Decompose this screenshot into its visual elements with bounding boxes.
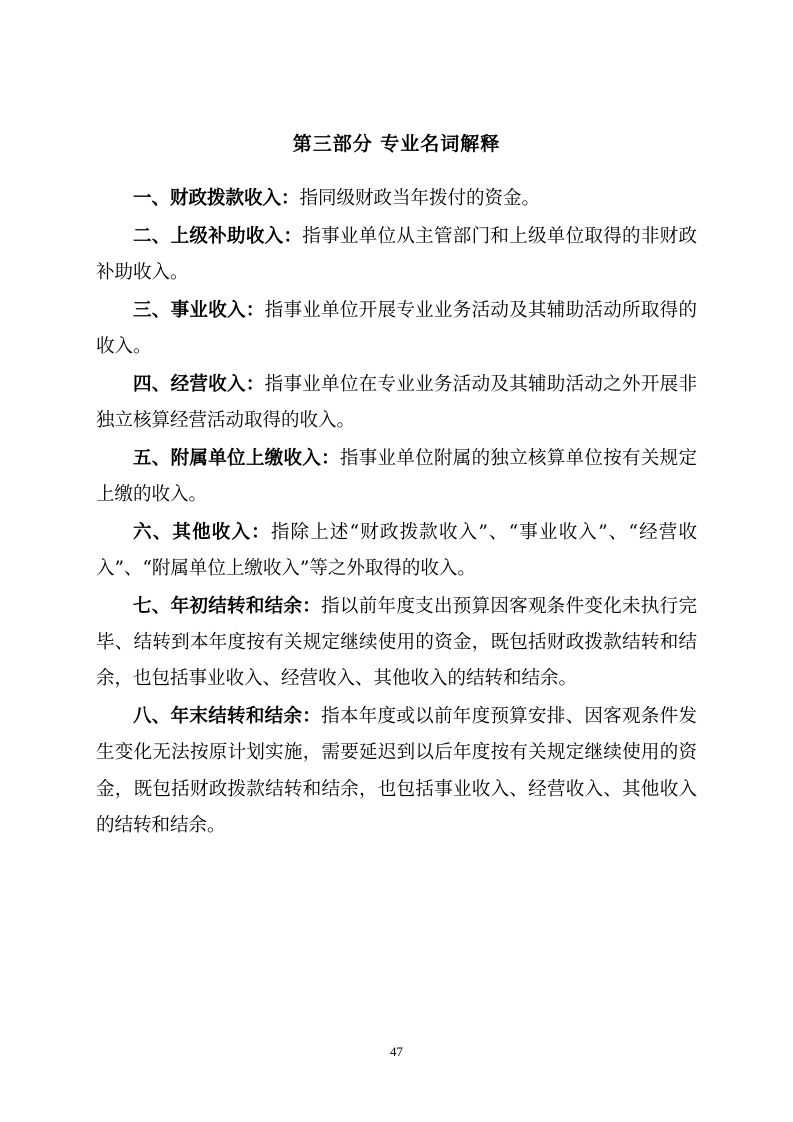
definition-term: 三、事业收入： [133,299,265,321]
definition-paragraph [96,293,697,365]
definition-text: 指事业单位附属的独立核算单位按有关规定上缴的收入。 [96,447,697,505]
definition-text: 指事业单位从主管部门和上级单位取得的非财政补助收入。 [96,225,697,283]
definition-text: 指以前年度支出预算因客观条件变化未执行完毕、结转到本年度按有关规定继续使用的资金，既包括财政拨款结转和结余，也包括事业收入、经营收入、其他收入的结转和结余。 [96,596,697,690]
definition-paragraph [96,699,697,843]
definition-term: 一、财政拨款收入： [133,187,300,209]
page-number: 47 [390,1044,403,1059]
definition-term: 二、上级补助收入： [133,225,303,247]
definition-text: 指除上述“财政拨款收入”、“事业收入”、“经营收入”、“附属单位上缴收入”等之外取得的收入。 [96,522,697,580]
definition-text: 指本年度或以前年度预算安排、因客观条件发生变化无法按原计划实施，需要延迟到以后年度按有关规定继续使用的资金，既包括财政拨款结转和结余，也包括事业收入、经营收入、其他收入的结转和结余。 [96,706,697,836]
definition-text: 指事业单位开展专业业务活动及其辅助活动所取得的收入。 [96,299,697,357]
definition-term: 四、经营收入： [133,373,265,395]
definition-term: 八、年末结转和结余： [133,706,322,728]
definition-paragraph [96,589,697,697]
page-title: 第三部分 专业名词解释 [292,133,501,155]
definition-term: 五、附属单位上缴收入： [133,447,340,469]
definition-text: 指同级财政当年拨付的资金。 [299,187,541,209]
definition-paragraph [96,441,697,513]
definition-text: 指事业单位在专业业务活动及其辅助活动之外开展非独立核算经营活动取得的收入。 [96,373,697,431]
definition-term: 六、其他收入： [133,522,271,544]
definition-paragraph [96,367,697,439]
definition-term: 七、年初结转和结余： [133,596,322,618]
definition-paragraph [96,515,697,587]
definition-paragraph [96,181,697,217]
definition-paragraph [96,219,697,291]
